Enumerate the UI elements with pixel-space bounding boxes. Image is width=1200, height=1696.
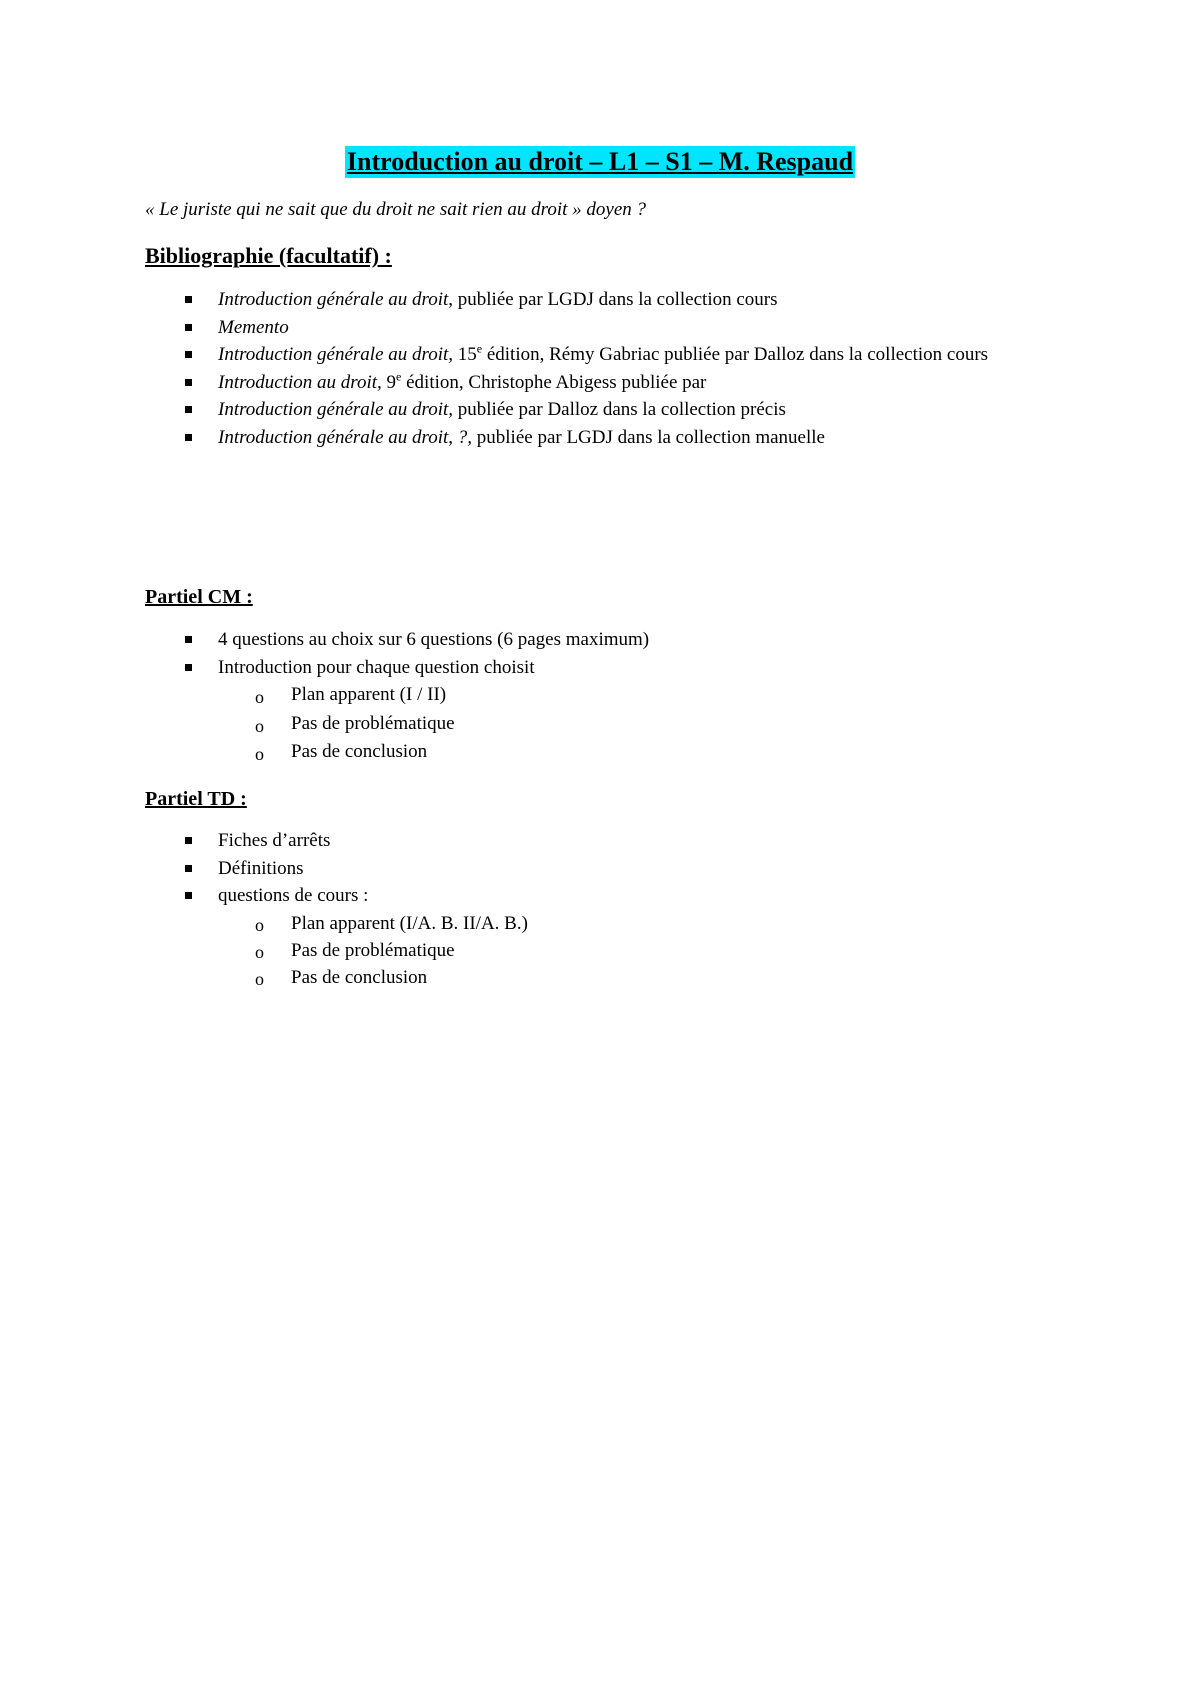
list-item: Memento xyxy=(145,314,1200,342)
square-bullet-icon xyxy=(185,837,192,844)
list-item: Introduction générale au droit, publiée par LGDJ dans la collection cours xyxy=(145,286,1200,314)
bibliography-heading: Bibliographie (facultatif) : xyxy=(145,243,392,268)
square-bullet-icon xyxy=(185,636,192,643)
circle-bullet-icon: o xyxy=(255,687,264,707)
square-bullet-icon xyxy=(185,892,192,899)
title-wrap xyxy=(0,146,1200,178)
sub-list-item: o Plan apparent (I / II) xyxy=(145,681,1200,710)
sub-list-item: o Plan apparent (I/A. B. II/A. B.) xyxy=(145,910,1200,937)
square-bullet-icon xyxy=(185,324,192,331)
sub-list-item: o Pas de problématique xyxy=(145,937,1200,964)
partiel-td-heading: Partiel TD : xyxy=(145,788,247,810)
bibliography-list xyxy=(145,286,1200,451)
circle-bullet-icon: o xyxy=(255,914,264,935)
list-item: 4 questions au choix sur 6 questions (6 pages maximum) xyxy=(145,626,1200,654)
list-item: Introduction générale au droit, publiée par Dalloz dans la collection précis xyxy=(145,396,1200,424)
document-title: Introduction au droit – L1 – S1 – M. Respaud xyxy=(346,147,854,176)
list-item: Fiches d’arrêts xyxy=(145,827,1200,855)
list-item: Introduction générale au droit, ?, publiée par LGDJ dans la collection manuelle xyxy=(145,424,1200,452)
square-bullet-icon xyxy=(185,296,192,303)
list-item: Introduction générale au droit, 15e édition, Rémy Gabriac publiée par Dalloz dans la collection cours xyxy=(145,341,1200,369)
square-bullet-icon xyxy=(185,406,192,413)
square-bullet-icon xyxy=(185,664,192,671)
sub-list-item: o Pas de conclusion xyxy=(145,738,1200,767)
list-item: questions de cours : xyxy=(145,882,1200,910)
partiel-cm-heading: Partiel CM : xyxy=(145,586,253,608)
sub-list-item: o Pas de conclusion xyxy=(145,964,1200,991)
square-bullet-icon xyxy=(185,379,192,386)
partiel-td-list xyxy=(145,827,1200,991)
circle-bullet-icon: o xyxy=(255,744,264,764)
circle-bullet-icon: o xyxy=(255,715,264,736)
list-item: Introduction au droit, 9e édition, Christophe Abigess publiée par xyxy=(145,369,1200,397)
list-item: Introduction pour chaque question choisit xyxy=(145,654,1200,682)
list-item: Définitions xyxy=(145,855,1200,883)
square-bullet-icon xyxy=(185,865,192,872)
circle-bullet-icon: o xyxy=(255,968,264,989)
circle-bullet-icon: o xyxy=(255,941,264,962)
square-bullet-icon xyxy=(185,351,192,358)
square-bullet-icon xyxy=(185,434,192,441)
partiel-cm-list xyxy=(145,626,1200,767)
sub-list-item: o Pas de problématique xyxy=(145,710,1200,739)
epigraph-quote: « Le juriste qui ne sait que du droit ne sait rien au droit » doyen ? xyxy=(145,199,647,220)
